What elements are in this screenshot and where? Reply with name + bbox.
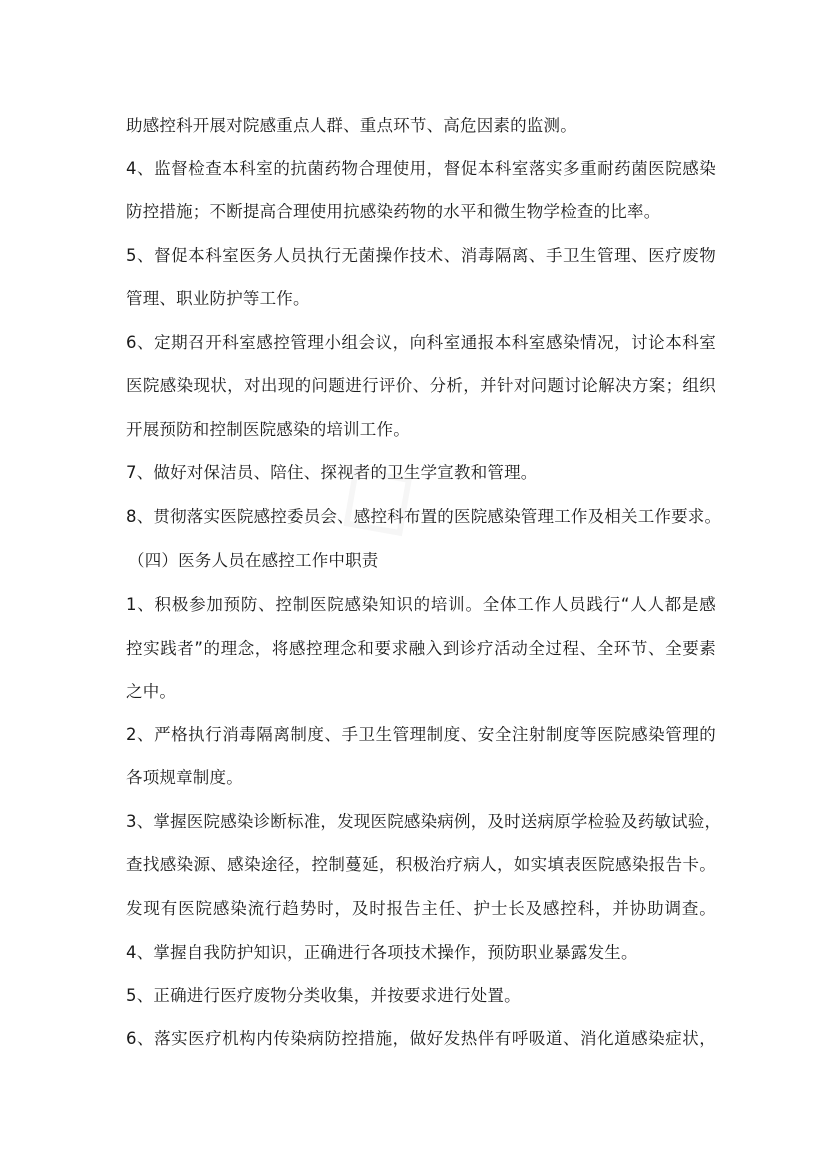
text-line-15: 2、严格执行消毒隔离制度、手卫生管理制度、安全注射制度等医院感染管理的 bbox=[126, 725, 716, 744]
text-line-2: 4、监督检查本科室的抗菌药物合理使用，督促本科室落实多重耐药菌医院感染 bbox=[126, 159, 716, 178]
text-line-20: 4、掌握自我防护知识，正确进行各项技术操作，预防职业暴露发生。 bbox=[126, 943, 638, 962]
text-line-19: 发现有医院感染流行趋势时，及时报告主任、护士长及感控科，并协助调查。 bbox=[126, 899, 716, 918]
text-line-18: 查找感染源、感染途径，控制蔓延，积极治疗病人，如实填表医院感染报告卡。 bbox=[126, 855, 716, 874]
text-line-16: 各项规章制度。 bbox=[126, 768, 243, 787]
text-line-6: 6、定期召开科室感控管理小组会议，向科室通报本科室感染情况，讨论本科室 bbox=[126, 333, 716, 352]
text-line-7: 医院感染现状，对出现的问题进行评价、分析，并针对问题讨论解决方案；组织 bbox=[126, 376, 716, 395]
text-line-5: 管理、职业防护等工作。 bbox=[126, 289, 310, 308]
text-line-12: 1、积极参加预防、控制医院感染知识的培训。全体工作人员践行“人人都是感 bbox=[126, 595, 716, 614]
text-line-10: 8、贯彻落实医院感控委员会、感控科布置的医院感染管理工作及相关工作要求。 bbox=[126, 507, 722, 526]
text-line-14: 之中。 bbox=[126, 682, 177, 701]
text-line-9: 7、做好对保洁员、陪住、探视者的卫生学宣教和管理。 bbox=[126, 463, 538, 482]
text-line-17: 3、掌握医院感染诊断标准，发现医院感染病例，及时送病原学检验及药敏试验， bbox=[126, 812, 722, 831]
section-heading: （四）医务人员在感控工作中职责 bbox=[128, 551, 379, 570]
text-line-1: 助感控科开展对院感重点人群、重点环节、高危因素的监测。 bbox=[126, 116, 577, 135]
text-line-13: 控实践者”的理念，将感控理念和要求融入到诊疗活动全过程、全环节、全要素 bbox=[126, 639, 716, 658]
text-line-21: 5、正确进行医疗废物分类收集，并按要求进行处置。 bbox=[126, 986, 521, 1005]
text-line-3: 防控措施；不断提高合理使用抗感染药物的水平和微生物学检查的比率。 bbox=[126, 202, 661, 221]
text-line-22: 6、落实医疗机构内传染病防控措施，做好发热伴有呼吸道、消化道感染症状， bbox=[126, 1029, 716, 1048]
text-line-4: 5、督促本科室医务人员执行无菌操作技术、消毒隔离、手卫生管理、医疗废物 bbox=[126, 246, 716, 265]
text-line-8: 开展预防和控制医院感染的培训工作。 bbox=[126, 420, 410, 439]
